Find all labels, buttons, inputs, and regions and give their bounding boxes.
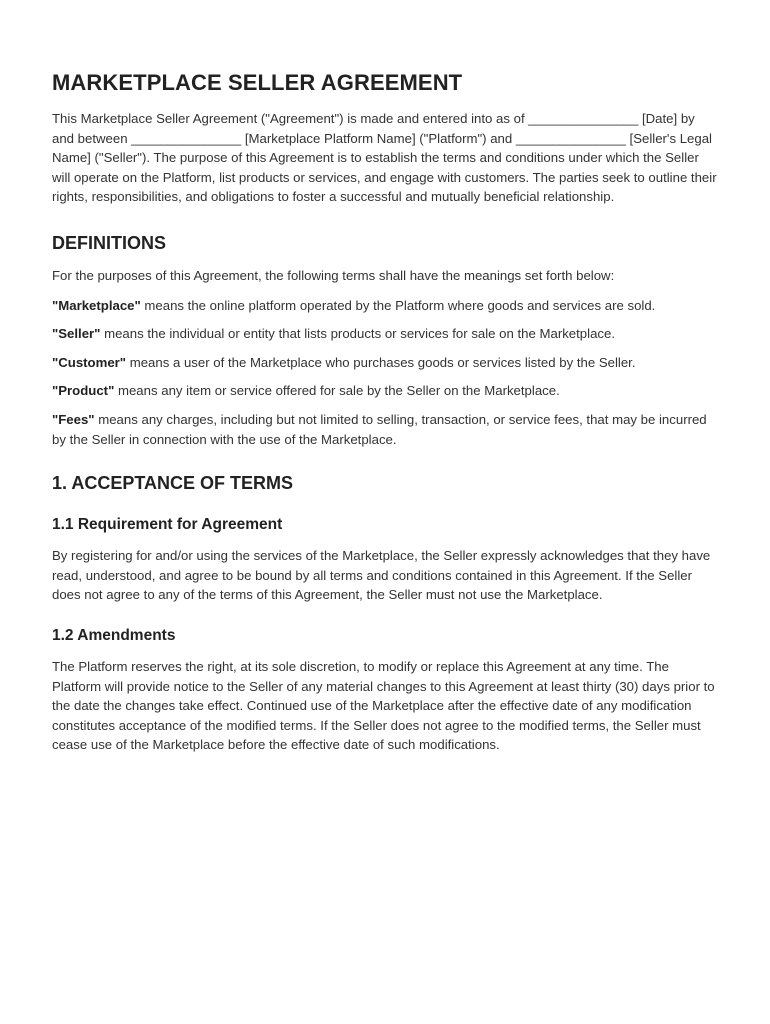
definition-term: "Marketplace" (52, 297, 141, 313)
section-1-1-heading: 1.1 Requirement for Agreement (52, 516, 283, 534)
definition-fees (52, 410, 720, 449)
definition-customer (52, 353, 720, 373)
section-1-2-text: The Platform reserves the right, at its sole discretion, to modify or replace this Agreement at any time. The Platform will provide notice to the Seller of any material changes to this Agreement at least thirty (30) days prior to the date the changes take effect. Continued use of the Marketplace after the effective date of any modification constitutes acceptance of the modified terms. If the Seller does not agree to the modified terms, the Seller must cease use of the Marketplace before the effective date of such modifications. (52, 658, 715, 753)
definition-text: means the individual or entity that lists products or services for sale on the Marketplace. (100, 326, 615, 342)
document-page (52, 70, 720, 755)
definition-term: "Fees" (52, 411, 95, 427)
definition-term: "Seller" (52, 326, 101, 342)
section-1-heading: 1. ACCEPTANCE OF TERMS (52, 473, 294, 494)
definition-marketplace (52, 296, 720, 316)
section-1-2-heading: 1.2 Amendments (52, 626, 176, 644)
definition-text: means any charges, including but not limited to selling, transaction, or service fees, that may be incurred by the Seller in connection with the use of the Marketplace. (52, 411, 707, 447)
definition-term: "Customer" (52, 354, 127, 370)
definition-term: "Product" (52, 383, 115, 399)
definition-text: means a user of the Marketplace who purchases goods or services listed by the Seller. (126, 354, 636, 370)
intro-paragraph: This Marketplace Seller Agreement ("Agreement") is made and entered into as of _______________ [Date] by and between _______________ [Marketplace Platform Name] ("Platform") and _______________ [Seller's Legal Name] ("Seller"). The purpose of this Agreement is to establish the terms and conditions under which the Seller will operate on the Platform, list products or services, and engage with customers. The parties seek to outline their rights, responsibilities, and obligations to foster a successful and mutually beneficial relationship. (52, 111, 717, 205)
section-1-1-text: By registering for and/or using the services of the Marketplace, the Seller expressly acknowledges that they have read, understood, and agree to be bound by all terms and conditions contained in this Agreement. If the Seller does not agree to any of the terms of this Agreement, the Seller must not use the Marketplace. (52, 548, 711, 603)
definitions-lead: For the purposes of this Agreement, the following terms shall have the meanings set forth below: (52, 267, 615, 283)
definition-text: means any item or service offered for sale by the Seller on the Marketplace. (114, 383, 560, 399)
definition-product (52, 381, 720, 401)
definitions-heading: DEFINITIONS (52, 232, 167, 253)
document-title: MARKETPLACE SELLER AGREEMENT (52, 70, 463, 95)
definition-seller (52, 324, 720, 344)
definition-text: means the online platform operated by the Platform where goods and services are sold. (140, 297, 656, 313)
